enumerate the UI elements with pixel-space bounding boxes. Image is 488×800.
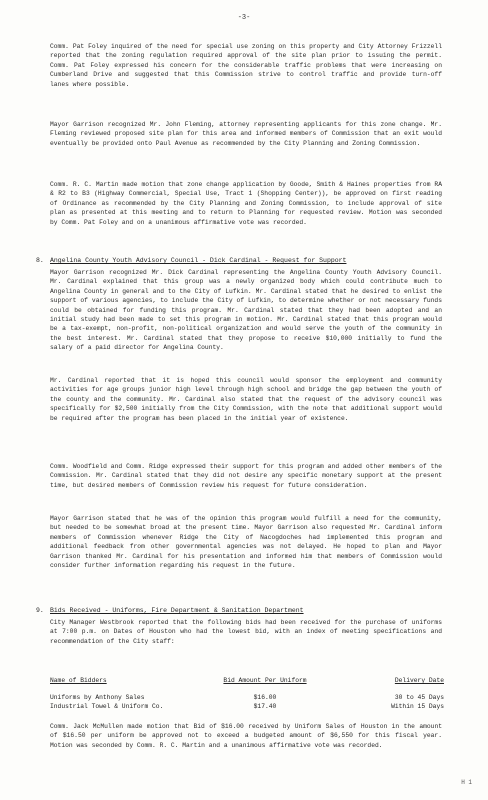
bid-table [50,676,444,711]
paragraph-fleming-site-plan: Mayor Garrison recognized Mr. John Fleming, attorney representing applicants for this zone change. Mr. Fleming reviewed proposed site plan for this area and informed members of Commission that an exit would eventually be provided onto Paul Avenue as recommended by the City Planning and Zoning Commission. [50,121,442,147]
paragraph-garrison-opinion: Mayor Garrison stated that he was of the opinion this program would fulfill a need for the community, but needed to be somewhat broad at the present time. Mayor Garrison also requested Mr. Cardinal inform members of Commission whenever Ridge the City of Nacogdoches had implemented this program and additional feedback from other governmental agencies was not delayed. He hoped to plan and Mayor Garrison thanked Mr. Cardinal for his presentation and informed him that members of Commission would consider further information regarding his request in the future. [50,515,442,570]
column-header-delivery: Delivery Date [394,677,444,684]
delivery-date: Within 15 Days [391,703,444,710]
paragraph-bids-report: City Manager Westbrook reported that the following bids had been received for the purchase of uniforms at 7:00 p.m. on Dates of Houston who had the lowest bid, with an index of meeting specifications and recommendation of the City staff: [50,619,442,645]
paragraph-cardinal-report: Mr. Cardinal reported that it is hoped this council would sponsor the employment and community activities for age groups junior high level through high school and bridge the gap between the youth of the county and the community. Mr. Cardinal also stated that the request of the advisory council was specifically for $2,500 initially from the City Commission, with the note that additional support would be required after the program has been placed in the initial year of existence. [50,377,442,422]
bid-amount: $17.40 [253,703,277,710]
bid-amount: $16.00 [253,694,277,701]
column-header-amount: Bid Amount Per Uniform [223,677,307,684]
bidder-name: Industrial Towel & Uniform Co. [50,703,164,710]
paragraph-mcmullen-motion: Comm. Jack McMullen made motion that Bid of $16.00 received by Uniform Sales of Houston in the amount of $16.50 per uniform be approved not to exceed a budgeted amount of $6,550 for this fiscal year. Motion was seconded by Comm. R. C. Martin and a unanimous affirmative vote was recorded. [50,723,442,749]
paragraph-martin-motion: Comm. R. C. Martin made motion that zone change application by Goode, Smith & Haines properties from RA & R2 to B3 (Highway Commercial, Special Use, Tract 1 (Shopping Center)), be approved on first reading of Ordinance as recommended by the City Planning and Zoning Commission, to include approval of site plan as presented at this meeting and to return to Planning for requested review. Motion was seconded by Comm. Pat Foley and on a unanimous affirmative vote was recorded. [50,181,442,226]
page-number: -3- [237,14,251,22]
paragraph-cardinal-intro: Mayor Garrison recognized Mr. Dick Cardinal representing the Angelina County Youth Advisory Council. Mr. Cardinal explained that this group was a newly organized body which could contribute much to Angelina County in general and to the City of Lufkin. Mr. Cardinal stated that he desired to enlist the support of various agencies, to include the City of Lufkin, to determine whether or not necessary funds could be obtained for funding this program. Mr. Cardinal stated that they had been adopted and an initial study had been made to set this program in motion. Mr. Cardinal stated that this program would be a tax-exempt, non-profit, non-political organization and would serve the youth of the community in the best interest. Mr. Cardinal stated that they propose to receive $10,000 initially to fund the salary of a paid director for Angelina County. [50,269,442,352]
paragraph-commission-support: Comm. Woodfield and Comm. Ridge expressed their support for this program and added other members of the Commission. Mr. Cardinal stated that they did not desire any specific monetary support at the present time, but desired members of Commission review his request for future consideration. [50,463,442,489]
section-heading-8 [36,256,446,265]
bid-table-header [50,676,444,685]
table-row [50,702,444,711]
section-title: Angelina County Youth Advisory Council - Dick Cardinal - Request for Support [50,257,347,264]
table-row [50,693,444,702]
section-title: Bids Received - Uniforms, Fire Department & Sanitation Department [50,607,304,614]
section-heading-9 [36,606,446,615]
margin-mark: H 1 [461,779,472,786]
paragraph-foley-zoning: Comm. Pat Foley inquired of the need for special use zoning on this property and City Attorney Frizzell reported that the zoning regulation required approval of the site plan prior to issuing the permit. Comm. Pat Foley expressed his concern for the considerable traffic problems that were increasing on Cumberland Drive and suggested that this Commission strive to control traffic and provide turn-off lanes where possible. [50,43,442,88]
column-header-bidder: Name of Bidders [50,677,107,684]
delivery-date: 30 to 45 Days [394,694,444,701]
section-number: 8. [36,257,44,264]
bidder-name: Uniforms by Anthony Sales [50,694,145,701]
section-number: 9. [36,607,44,614]
